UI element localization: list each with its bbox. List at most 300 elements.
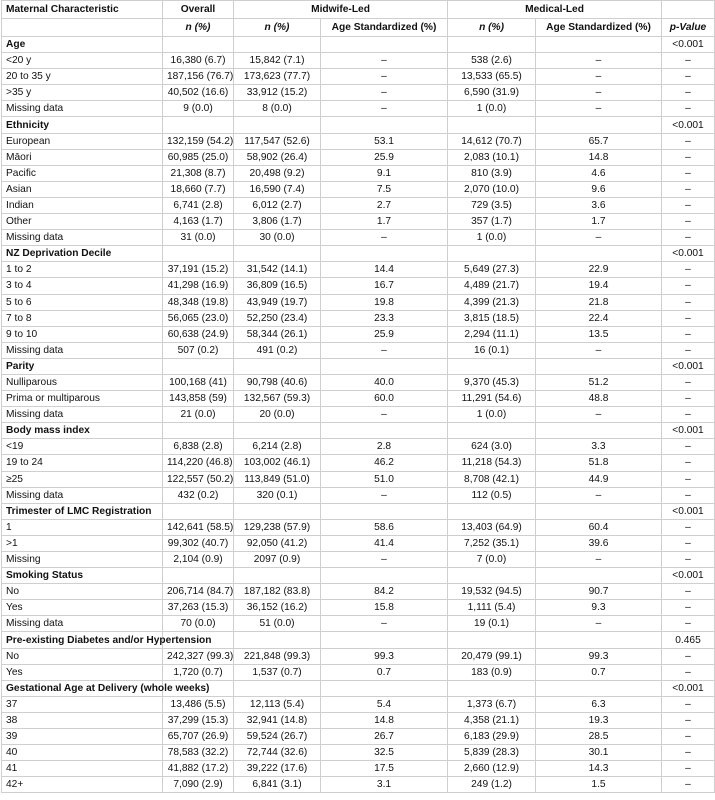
cell-overall-n: 60,985 (25.0) [163, 149, 234, 165]
header-medical-age-standardized: Age Standardized (%) [536, 19, 662, 37]
cell-characteristic: No [2, 648, 163, 664]
empty-cell [234, 37, 321, 53]
table-row [2, 133, 715, 149]
cell-midwife-age-std: – [321, 342, 448, 358]
cell-medical-age-std: 22.9 [536, 262, 662, 278]
table-row [2, 69, 715, 85]
cell-medical-age-std: 6.3 [536, 696, 662, 712]
section-header-row [2, 568, 715, 584]
table-row [2, 600, 715, 616]
empty-cell [448, 37, 536, 53]
table-row [2, 552, 715, 568]
empty-cell [163, 246, 234, 262]
cell-medical-age-std: 21.8 [536, 294, 662, 310]
empty-cell [234, 568, 321, 584]
empty-cell [536, 503, 662, 519]
cell-medical-age-std: – [536, 552, 662, 568]
cell-midwife-age-std: 51.0 [321, 471, 448, 487]
cell-midwife-n: 117,547 (52.6) [234, 133, 321, 149]
cell-medical-age-std: 48.8 [536, 391, 662, 407]
cell-characteristic: European [2, 133, 163, 149]
section-header-row [2, 246, 715, 262]
section-title: Ethnicity [2, 117, 163, 133]
cell-p-value: – [662, 600, 715, 616]
empty-cell [163, 568, 234, 584]
cell-characteristic: <19 [2, 439, 163, 455]
cell-p-value: – [662, 342, 715, 358]
section-title: Body mass index [2, 423, 163, 439]
table-row [2, 616, 715, 632]
cell-characteristic: 37 [2, 696, 163, 712]
table-row [2, 278, 715, 294]
cell-overall-n: 18,660 (7.7) [163, 181, 234, 197]
table-row [2, 471, 715, 487]
cell-midwife-n: 58,902 (26.4) [234, 149, 321, 165]
section-header-row [2, 503, 715, 519]
cell-medical-age-std: 9.6 [536, 181, 662, 197]
cell-midwife-age-std: 25.9 [321, 149, 448, 165]
cell-overall-n: 41,298 (16.9) [163, 278, 234, 294]
cell-overall-n: 100,168 (41) [163, 374, 234, 390]
table-row [2, 294, 715, 310]
header-row-groups [2, 1, 715, 19]
cell-midwife-age-std: – [321, 487, 448, 503]
table-row [2, 519, 715, 535]
cell-medical-n: 5,649 (27.3) [448, 262, 536, 278]
cell-characteristic: 39 [2, 729, 163, 745]
cell-medical-age-std: 0.7 [536, 664, 662, 680]
cell-midwife-n: 3,806 (1.7) [234, 214, 321, 230]
cell-midwife-n: 103,002 (46.1) [234, 455, 321, 471]
empty-cell [163, 37, 234, 53]
cell-midwife-n: 132,567 (59.3) [234, 391, 321, 407]
section-header-row [2, 358, 715, 374]
section-title: Gestational Age at Delivery (whole weeks) [2, 680, 163, 696]
empty-cell [536, 117, 662, 133]
cell-p-value: – [662, 729, 715, 745]
table-row [2, 648, 715, 664]
cell-characteristic: 40 [2, 745, 163, 761]
section-title: NZ Deprivation Decile [2, 246, 163, 262]
cell-midwife-n: 31,542 (14.1) [234, 262, 321, 278]
cell-p-value: – [662, 471, 715, 487]
cell-medical-n: 1,373 (6.7) [448, 696, 536, 712]
cell-p-value: – [662, 278, 715, 294]
empty-cell [321, 117, 448, 133]
cell-p-value: – [662, 616, 715, 632]
header-blank [2, 19, 163, 37]
cell-characteristic: Other [2, 214, 163, 230]
cell-medical-n: 19 (0.1) [448, 616, 536, 632]
cell-p-value: – [662, 149, 715, 165]
table-row [2, 745, 715, 761]
cell-characteristic: >1 [2, 535, 163, 551]
cell-characteristic: Missing data [2, 407, 163, 423]
empty-cell [536, 358, 662, 374]
table-row [2, 729, 715, 745]
table-row [2, 230, 715, 246]
cell-medical-age-std: 30.1 [536, 745, 662, 761]
table-row [2, 310, 715, 326]
table-row [2, 262, 715, 278]
cell-midwife-age-std: 58.6 [321, 519, 448, 535]
cell-midwife-n: 36,152 (16.2) [234, 600, 321, 616]
cell-characteristic: 3 to 4 [2, 278, 163, 294]
table-row [2, 391, 715, 407]
cell-medical-age-std: 13.5 [536, 326, 662, 342]
table-row [2, 664, 715, 680]
cell-characteristic: Missing data [2, 101, 163, 117]
empty-cell [448, 117, 536, 133]
cell-medical-n: 810 (3.9) [448, 165, 536, 181]
section-header-row [2, 117, 715, 133]
cell-characteristic: Missing data [2, 616, 163, 632]
empty-cell [234, 680, 321, 696]
cell-p-value: – [662, 181, 715, 197]
cell-p-value: – [662, 101, 715, 117]
cell-p-value: – [662, 391, 715, 407]
cell-midwife-age-std: – [321, 69, 448, 85]
header-midwife-age-standardized: Age Standardized (%) [321, 19, 448, 37]
header-medical-n: n (%) [448, 19, 536, 37]
cell-medical-age-std: 51.2 [536, 374, 662, 390]
cell-overall-n: 70 (0.0) [163, 616, 234, 632]
cell-overall-n: 114,220 (46.8) [163, 455, 234, 471]
cell-midwife-n: 221,848 (99.3) [234, 648, 321, 664]
cell-midwife-age-std: 15.8 [321, 600, 448, 616]
cell-medical-n: 4,358 (21.1) [448, 712, 536, 728]
empty-cell [536, 37, 662, 53]
empty-cell [448, 358, 536, 374]
table-row [2, 777, 715, 793]
cell-characteristic: 38 [2, 712, 163, 728]
cell-characteristic: Nulliparous [2, 374, 163, 390]
empty-cell [234, 503, 321, 519]
cell-p-value: – [662, 262, 715, 278]
cell-overall-n: 60,638 (24.9) [163, 326, 234, 342]
cell-medical-n: 14,612 (70.7) [448, 133, 536, 149]
cell-overall-n: 13,486 (5.5) [163, 696, 234, 712]
cell-medical-age-std: 3.6 [536, 197, 662, 213]
cell-medical-age-std: – [536, 407, 662, 423]
cell-medical-n: 11,218 (54.3) [448, 455, 536, 471]
cell-characteristic: 19 to 24 [2, 455, 163, 471]
section-header-row [2, 423, 715, 439]
cell-overall-n: 78,583 (32.2) [163, 745, 234, 761]
cell-overall-n: 99,302 (40.7) [163, 535, 234, 551]
cell-medical-n: 8,708 (42.1) [448, 471, 536, 487]
table-row [2, 149, 715, 165]
cell-midwife-age-std: 53.1 [321, 133, 448, 149]
cell-medical-n: 249 (1.2) [448, 777, 536, 793]
section-title: Parity [2, 358, 163, 374]
section-p-value: <0.001 [662, 246, 715, 262]
cell-overall-n: 21,308 (8.7) [163, 165, 234, 181]
header-row-columns [2, 19, 715, 37]
table-row [2, 761, 715, 777]
cell-p-value: – [662, 664, 715, 680]
cell-midwife-age-std: 23.3 [321, 310, 448, 326]
header-overall: Overall [163, 1, 234, 19]
cell-midwife-age-std: 14.8 [321, 712, 448, 728]
cell-overall-n: 142,641 (58.5) [163, 519, 234, 535]
cell-midwife-n: 30 (0.0) [234, 230, 321, 246]
cell-medical-age-std: – [536, 69, 662, 85]
cell-p-value: – [662, 133, 715, 149]
cell-medical-age-std: 14.3 [536, 761, 662, 777]
cell-p-value: – [662, 519, 715, 535]
cell-p-value: – [662, 745, 715, 761]
section-p-value: <0.001 [662, 37, 715, 53]
cell-p-value: – [662, 165, 715, 181]
table-row [2, 584, 715, 600]
cell-p-value: – [662, 455, 715, 471]
cell-medical-age-std: 51.8 [536, 455, 662, 471]
empty-cell [448, 632, 536, 648]
section-title: Pre-existing Diabetes and/or Hypertension [2, 632, 163, 648]
cell-midwife-age-std: 99.3 [321, 648, 448, 664]
cell-p-value: – [662, 407, 715, 423]
cell-medical-age-std: 99.3 [536, 648, 662, 664]
cell-medical-age-std: 39.6 [536, 535, 662, 551]
cell-midwife-age-std: – [321, 552, 448, 568]
empty-cell [448, 246, 536, 262]
cell-medical-age-std: – [536, 85, 662, 101]
cell-characteristic: Missing data [2, 230, 163, 246]
empty-cell [536, 680, 662, 696]
table-row [2, 85, 715, 101]
cell-midwife-age-std: 0.7 [321, 664, 448, 680]
cell-midwife-n: 90,798 (40.6) [234, 374, 321, 390]
cell-midwife-age-std: 14.4 [321, 262, 448, 278]
cell-medical-age-std: 60.4 [536, 519, 662, 535]
table-row [2, 197, 715, 213]
cell-p-value: – [662, 439, 715, 455]
cell-midwife-age-std: 19.8 [321, 294, 448, 310]
cell-overall-n: 41,882 (17.2) [163, 761, 234, 777]
section-header-row [2, 680, 715, 696]
cell-p-value: – [662, 374, 715, 390]
cell-medical-n: 2,660 (12.9) [448, 761, 536, 777]
cell-midwife-age-std: 32.5 [321, 745, 448, 761]
cell-p-value: – [662, 214, 715, 230]
empty-cell [448, 568, 536, 584]
cell-medical-n: 112 (0.5) [448, 487, 536, 503]
cell-overall-n: 432 (0.2) [163, 487, 234, 503]
cell-midwife-age-std: 16.7 [321, 278, 448, 294]
empty-cell [321, 503, 448, 519]
section-p-value: 0.465 [662, 632, 715, 648]
cell-medical-n: 1 (0.0) [448, 101, 536, 117]
table-row [2, 101, 715, 117]
cell-medical-n: 4,489 (21.7) [448, 278, 536, 294]
cell-midwife-n: 92,050 (41.2) [234, 535, 321, 551]
empty-cell [536, 423, 662, 439]
cell-medical-age-std: 90.7 [536, 584, 662, 600]
cell-characteristic: ≥25 [2, 471, 163, 487]
cell-midwife-n: 6,841 (3.1) [234, 777, 321, 793]
cell-midwife-age-std: 41.4 [321, 535, 448, 551]
cell-midwife-n: 20 (0.0) [234, 407, 321, 423]
cell-characteristic: 41 [2, 761, 163, 777]
cell-midwife-n: 6,214 (2.8) [234, 439, 321, 455]
table-row [2, 487, 715, 503]
cell-overall-n: 37,191 (15.2) [163, 262, 234, 278]
cell-p-value: – [662, 712, 715, 728]
cell-midwife-n: 113,849 (51.0) [234, 471, 321, 487]
empty-cell [321, 632, 448, 648]
cell-overall-n: 40,502 (16.6) [163, 85, 234, 101]
section-p-value: <0.001 [662, 680, 715, 696]
header-midwife-n: n (%) [234, 19, 321, 37]
cell-medical-age-std: 28.5 [536, 729, 662, 745]
section-title: Trimester of LMC Registration [2, 503, 163, 519]
cell-midwife-n: 32,941 (14.8) [234, 712, 321, 728]
cell-characteristic: <20 y [2, 53, 163, 69]
table-row [2, 374, 715, 390]
cell-medical-n: 2,083 (10.1) [448, 149, 536, 165]
cell-characteristic: Asian [2, 181, 163, 197]
cell-medical-age-std: 19.4 [536, 278, 662, 294]
table-row [2, 696, 715, 712]
cell-p-value: – [662, 584, 715, 600]
empty-cell [448, 503, 536, 519]
cell-p-value: – [662, 310, 715, 326]
cell-characteristic: 1 [2, 519, 163, 535]
cell-midwife-age-std: – [321, 53, 448, 69]
cell-midwife-n: 129,238 (57.9) [234, 519, 321, 535]
cell-midwife-age-std: 3.1 [321, 777, 448, 793]
cell-medical-age-std: – [536, 101, 662, 117]
cell-midwife-age-std: 25.9 [321, 326, 448, 342]
cell-medical-n: 7 (0.0) [448, 552, 536, 568]
cell-midwife-n: 39,222 (17.6) [234, 761, 321, 777]
cell-medical-n: 538 (2.6) [448, 53, 536, 69]
cell-overall-n: 6,741 (2.8) [163, 197, 234, 213]
cell-medical-n: 11,291 (54.6) [448, 391, 536, 407]
cell-characteristic: 1 to 2 [2, 262, 163, 278]
cell-midwife-age-std: 1.7 [321, 214, 448, 230]
cell-overall-n: 132,159 (54.2) [163, 133, 234, 149]
section-p-value: <0.001 [662, 117, 715, 133]
cell-p-value: – [662, 326, 715, 342]
header-medical-led: Medical-Led [448, 1, 662, 19]
cell-characteristic: Pacific [2, 165, 163, 181]
cell-midwife-n: 16,590 (7.4) [234, 181, 321, 197]
cell-p-value: – [662, 696, 715, 712]
cell-medical-age-std: – [536, 616, 662, 632]
cell-medical-n: 183 (0.9) [448, 664, 536, 680]
cell-medical-n: 1,111 (5.4) [448, 600, 536, 616]
section-p-value: <0.001 [662, 423, 715, 439]
cell-p-value: – [662, 552, 715, 568]
header-midwife-led: Midwife-Led [234, 1, 448, 19]
cell-p-value: – [662, 197, 715, 213]
table-body [2, 37, 715, 793]
cell-midwife-n: 52,250 (23.4) [234, 310, 321, 326]
cell-midwife-age-std: 84.2 [321, 584, 448, 600]
empty-cell [536, 246, 662, 262]
cell-medical-n: 6,183 (29.9) [448, 729, 536, 745]
cell-characteristic: 7 to 8 [2, 310, 163, 326]
cell-overall-n: 242,327 (99.3) [163, 648, 234, 664]
cell-medical-n: 1 (0.0) [448, 230, 536, 246]
cell-midwife-n: 58,344 (26.1) [234, 326, 321, 342]
cell-medical-n: 4,399 (21.3) [448, 294, 536, 310]
cell-characteristic: 20 to 35 y [2, 69, 163, 85]
cell-midwife-n: 43,949 (19.7) [234, 294, 321, 310]
empty-cell [321, 568, 448, 584]
cell-medical-age-std: 4.6 [536, 165, 662, 181]
cell-midwife-age-std: 9.1 [321, 165, 448, 181]
cell-p-value: – [662, 294, 715, 310]
cell-midwife-n: 1,537 (0.7) [234, 664, 321, 680]
cell-overall-n: 187,156 (76.7) [163, 69, 234, 85]
cell-medical-age-std: 22.4 [536, 310, 662, 326]
cell-overall-n: 21 (0.0) [163, 407, 234, 423]
cell-medical-n: 3,815 (18.5) [448, 310, 536, 326]
table-row [2, 181, 715, 197]
cell-p-value: – [662, 85, 715, 101]
empty-cell [321, 358, 448, 374]
cell-characteristic: No [2, 584, 163, 600]
cell-medical-n: 13,403 (64.9) [448, 519, 536, 535]
cell-characteristic: Missing data [2, 342, 163, 358]
empty-cell [234, 632, 321, 648]
cell-p-value: – [662, 230, 715, 246]
cell-midwife-n: 6,012 (2.7) [234, 197, 321, 213]
cell-characteristic: Prima or multiparous [2, 391, 163, 407]
empty-cell [234, 246, 321, 262]
cell-overall-n: 122,557 (50.2) [163, 471, 234, 487]
cell-midwife-age-std: 26.7 [321, 729, 448, 745]
cell-medical-age-std: 65.7 [536, 133, 662, 149]
cell-overall-n: 6,838 (2.8) [163, 439, 234, 455]
header-maternal-characteristic: Maternal Characteristic [2, 1, 163, 19]
cell-overall-n: 65,707 (26.9) [163, 729, 234, 745]
empty-cell [163, 117, 234, 133]
cell-midwife-age-std: 7.5 [321, 181, 448, 197]
cell-p-value: – [662, 648, 715, 664]
cell-characteristic: Missing [2, 552, 163, 568]
table-row [2, 53, 715, 69]
empty-cell [163, 358, 234, 374]
cell-characteristic: Yes [2, 664, 163, 680]
table-row [2, 407, 715, 423]
cell-midwife-n: 2097 (0.9) [234, 552, 321, 568]
cell-medical-n: 16 (0.1) [448, 342, 536, 358]
cell-characteristic: Māori [2, 149, 163, 165]
cell-midwife-age-std: – [321, 101, 448, 117]
empty-cell [163, 423, 234, 439]
empty-cell [448, 680, 536, 696]
cell-p-value: – [662, 777, 715, 793]
cell-midwife-age-std: 40.0 [321, 374, 448, 390]
cell-midwife-n: 15,842 (7.1) [234, 53, 321, 69]
cell-medical-age-std: – [536, 487, 662, 503]
cell-midwife-n: 51 (0.0) [234, 616, 321, 632]
cell-midwife-age-std: 5.4 [321, 696, 448, 712]
cell-medical-age-std: 1.5 [536, 777, 662, 793]
cell-characteristic: Yes [2, 600, 163, 616]
cell-medical-age-std: – [536, 230, 662, 246]
cell-medical-n: 7,252 (35.1) [448, 535, 536, 551]
table-row [2, 535, 715, 551]
cell-medical-n: 729 (3.5) [448, 197, 536, 213]
cell-midwife-n: 36,809 (16.5) [234, 278, 321, 294]
header-empty [662, 1, 715, 19]
empty-cell [234, 117, 321, 133]
